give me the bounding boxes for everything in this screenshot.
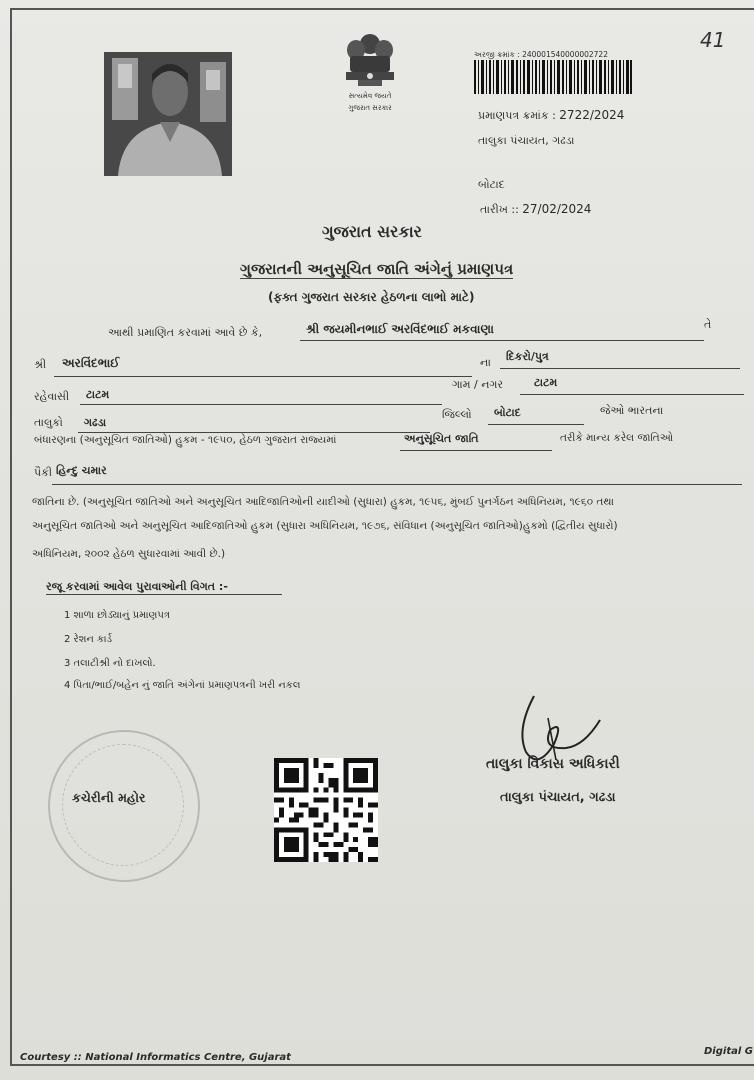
officer-designation: તાલુકા વિકાસ અધિકારી — [486, 756, 620, 772]
page-number: 41 — [700, 28, 726, 52]
village-line — [520, 394, 744, 395]
subcaste-label: પૈકી — [34, 466, 53, 479]
certificate-number-value: 2722/2024 — [559, 108, 625, 122]
footer-right: Digital G — [704, 1046, 753, 1057]
issue-date-value: 27/02/2024 — [522, 202, 592, 216]
relation-line — [500, 368, 740, 369]
resident-value: ટાટમ — [86, 388, 110, 401]
government-title: ગુજરાત સરકાર — [322, 222, 422, 241]
qr-code — [274, 758, 378, 862]
certify-prefix: આથી પ્રમાણિત કરવામાં આવે છે કે, — [108, 326, 263, 339]
issuing-office: તાલુકા પંચાયત, ગઢડા — [478, 134, 575, 147]
category-value: અનુસૂચિત જાતિ — [404, 432, 479, 445]
document-item: 4 પિતા/ભાઈ/બહેન નું જાતિ અંગેનાં પ્રમાણપત્રની ખરી નકલ — [64, 680, 301, 691]
officer-office: તાલુકા પંચાયત, ગઢડા — [500, 790, 616, 805]
recognized-text: તરીકે માન્ય કરેલ જાતિઓ — [560, 432, 674, 444]
father-name: અરવિંદભાઈ — [62, 356, 120, 370]
village-value: ટાટમ — [534, 376, 558, 389]
subcaste-line — [52, 484, 742, 485]
district-value: બોટાદ — [494, 406, 521, 419]
issue-date-label: તારીખ :: — [480, 203, 519, 216]
taluka-line — [78, 432, 430, 433]
office-seal-label: કચેરીની મહોર — [72, 790, 146, 805]
father-name-line — [54, 376, 472, 377]
certificate-subtitle: (ફક્ત ગુજરાત સરકાર હેઠળના લાભો માટે) — [268, 290, 475, 304]
constitution-text: બંધારણના (અનુસૂચિત જાતિઓ) હુકમ - ૧૯૫૦, હેઠળ ગુજરાત રાજ્યમાં — [34, 434, 337, 446]
taluka-value: ગઢડા — [84, 416, 107, 429]
district-header: બોટાદ — [478, 178, 505, 191]
document-item: 3 તલાટીશ્રી નો દાખલો. — [64, 658, 156, 669]
district-label: જિલ્લો — [442, 408, 472, 421]
paragraph-line-2: અનુસૂચિત જાતિઓ અને અનુસૂચિત આદિજાતિઓ હુકમ (સુધારા અધિનિયમ, ૧૯૭૬, સંવિધાન (અનુસૂચિત જાતિઓ)હુકમો (દ્વિતીય સુધારો) — [32, 520, 618, 532]
documents-heading: રજૂ કરવામાં આવેલ પુરાવાઓની વિગત :- — [46, 580, 282, 595]
resident-label: રહેવાસી — [34, 390, 70, 403]
issue-date — [480, 202, 591, 217]
resident-line — [80, 404, 442, 405]
taluka-label: તાલુકો — [34, 416, 63, 429]
district-line — [488, 424, 584, 425]
applicant-name-line — [300, 340, 704, 341]
emblem-caption-1: સત્યમેવ જયતે — [348, 92, 392, 100]
barcode — [474, 60, 632, 94]
paragraph-line-1: જાતિના છે. (અનુસૂચિત જાતિઓ અને અનુસૂચિત આદિજાતિઓની યાદીઓ (સુધારા) હુકમ, ૧૯૫૬, મુંબઈ પુનર્ગઠન અધિનિયમ, ૧૯૬૦ તથા — [32, 496, 614, 508]
certificate-title: ગુજરાતની અનુસૂચિત જાતિ અંગેનું પ્રમાણપત્ર — [240, 260, 514, 278]
subcaste-value: હિન્દુ ચમાર — [56, 464, 107, 477]
document-item: 1 શાળા છોડ્યાનું પ્રમાણપત્ર — [64, 610, 170, 621]
applicant-photo — [104, 52, 232, 176]
who-label: જેઓ ભારતના — [600, 404, 664, 417]
certificate-number — [478, 108, 624, 123]
relation-value: દિકરો/પુત્ર — [506, 350, 549, 363]
paragraph-line-3: અધિનિયમ, ૨૦૦૨ હેઠળ સુધારવામાં આવી છે.) — [32, 548, 226, 560]
village-label: ગામ / નગર — [452, 378, 504, 391]
certificate-number-label: પ્રમાણપત્ર ક્રમાંક : — [478, 109, 556, 122]
relation-prefix: ના — [480, 356, 491, 369]
document-item: 2 રેશન કાર્ડ — [64, 634, 113, 645]
application-number: અરજી ક્રમાંક : 240001540000002722 — [474, 50, 608, 59]
footer-courtesy: Courtesy :: National Informatics Centre, Gujarat — [20, 1052, 291, 1063]
office-seal — [48, 730, 200, 882]
applicant-name: શ્રી જયમીનભાઈ અરવિંદભાઈ મકવાણા — [306, 322, 494, 336]
father-prefix: શ્રી — [34, 358, 47, 371]
emblem-caption-2: ગુજરાત સરકાર — [348, 104, 392, 112]
category-line — [400, 450, 552, 451]
certify-suffix: તે — [704, 318, 712, 331]
